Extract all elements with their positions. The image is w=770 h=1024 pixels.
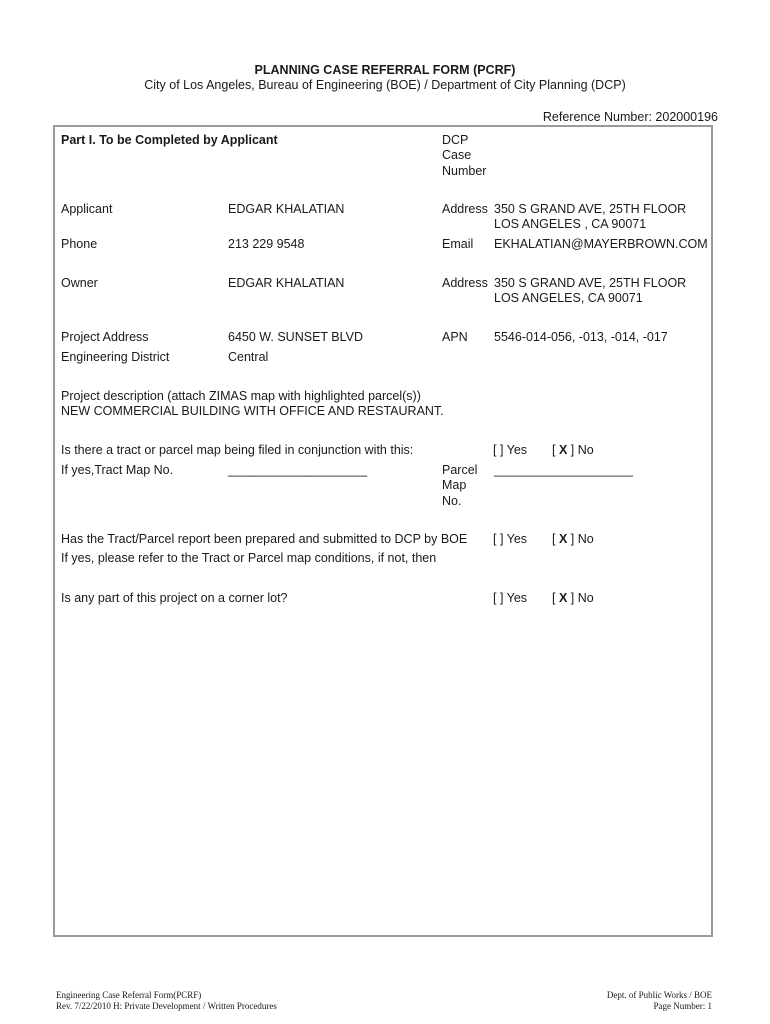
no-prefix: [ <box>552 443 559 457</box>
corner-lot-yes-option: [ ] Yes <box>493 591 528 605</box>
no-suffix: ] No <box>567 532 594 546</box>
part1-heading: Part I. To be Completed by Applicant <box>61 133 278 147</box>
reference-number: Reference Number: 202000196 <box>542 110 718 124</box>
phone-label: Phone <box>61 237 98 251</box>
parcel-map-label-line3: No. <box>442 494 462 508</box>
tract-map-yes-option: [ ] Yes <box>493 443 528 457</box>
apn-value: 5546-014-056, -013, -014, -017 <box>494 330 668 344</box>
corner-lot-question: Is any part of this project on a corner lot? <box>61 591 288 605</box>
tract-map-no-option <box>552 443 594 458</box>
applicant-address-line2: LOS ANGELES , CA 90071 <box>494 217 647 231</box>
applicant-address-label: Address <box>442 202 488 216</box>
corner-lot-no-option <box>552 591 594 606</box>
dcp-label-line1: DCP <box>442 133 469 147</box>
phone-value: 213 229 9548 <box>228 237 305 251</box>
dcp-label-line3: Number <box>442 164 487 178</box>
parcel-map-label-line2: Map <box>442 478 467 492</box>
no-prefix: [ <box>552 532 559 546</box>
engineering-district-label: Engineering District <box>61 350 170 364</box>
form-title: PLANNING CASE REFERRAL FORM (PCRF) <box>254 63 516 77</box>
applicant-label: Applicant <box>61 202 113 216</box>
parcel-map-label-line1: Parcel <box>442 463 478 477</box>
footer-revision: Rev. 7/22/2010 H: Private Development / Written Procedures <box>56 1001 277 1011</box>
parcel-map-blank: ____________________ <box>494 463 634 477</box>
report-yes-option: [ ] Yes <box>493 532 528 546</box>
report-question: Has the Tract/Parcel report been prepared and submitted to DCP by BOE <box>61 532 468 546</box>
tract-map-no-blank: ____________________ <box>228 463 368 477</box>
applicant-value: EDGAR KHALATIAN <box>228 202 345 216</box>
owner-address-line2: LOS ANGELES, CA 90071 <box>494 291 643 305</box>
project-description-value: NEW COMMERCIAL BUILDING WITH OFFICE AND RESTAURANT. <box>61 404 444 418</box>
no-checkmark: X <box>558 591 568 605</box>
tract-map-question: Is there a tract or parcel map being filed in conjunction with this: <box>61 443 414 457</box>
report-no-option <box>552 532 594 547</box>
owner-value: EDGAR KHALATIAN <box>228 276 345 290</box>
no-checkmark: X <box>558 443 568 457</box>
footer-department: Dept. of Public Works / BOE <box>606 990 712 1000</box>
no-suffix: ] No <box>567 443 594 457</box>
engineering-district-value: Central <box>228 350 269 364</box>
report-note: If yes, please refer to the Tract or Parcel map conditions, if not, then <box>61 551 437 565</box>
email-value: EKHALATIAN@MAYERBROWN.COM <box>494 237 708 251</box>
form-subtitle: City of Los Angeles, Bureau of Engineering (BOE) / Department of City Planning (DCP) <box>144 78 626 92</box>
no-suffix: ] No <box>567 591 594 605</box>
project-address-value: 6450 W. SUNSET BLVD <box>228 330 364 344</box>
owner-address-label: Address <box>442 276 488 290</box>
dcp-label-line2: Case <box>442 148 472 162</box>
owner-address-line1: 350 S GRAND AVE, 25TH FLOOR <box>494 276 687 290</box>
email-label: Email <box>442 237 474 251</box>
footer-form-name: Engineering Case Referral Form(PCRF) <box>56 990 202 1000</box>
applicant-address-line1: 350 S GRAND AVE, 25TH FLOOR <box>494 202 687 216</box>
no-checkmark: X <box>558 532 568 546</box>
project-address-label: Project Address <box>61 330 149 344</box>
no-prefix: [ <box>552 591 559 605</box>
apn-label: APN <box>442 330 468 344</box>
tract-map-no-label: If yes,Tract Map No. <box>61 463 174 477</box>
footer-page-number: Page Number: 1 <box>653 1001 712 1011</box>
owner-label: Owner <box>61 276 98 290</box>
project-description-label: Project description (attach ZIMAS map with highlighted parcel(s)) <box>61 389 421 403</box>
